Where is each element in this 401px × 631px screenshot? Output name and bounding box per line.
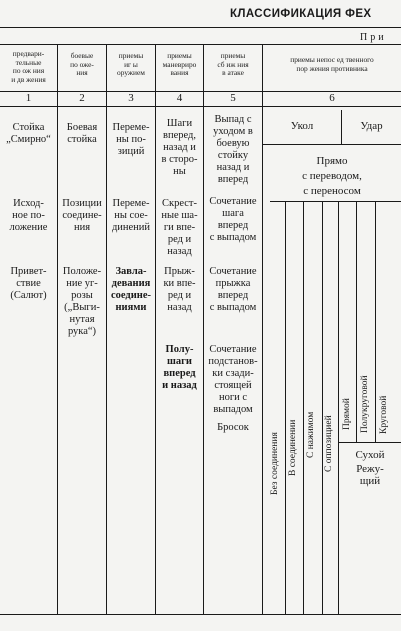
col2-cell: Боевая стойка [66, 122, 98, 145]
sub-divider [322, 201, 323, 614]
col3-cell: Переме- ны по- зиций [112, 122, 150, 157]
col2-cell: Позиции соедине- ния [62, 198, 102, 233]
header-col-2: боевые по оже- ния [70, 51, 94, 78]
column-number: 6 [329, 92, 335, 104]
vertical-label: Круговой [379, 395, 389, 434]
header-col-5: приемы сб иж ния в атаке [217, 51, 249, 78]
vertical-label: С нажимом [306, 411, 316, 458]
sub-divider [338, 201, 339, 614]
col1-cell: Привет- ствие (Салют) [10, 266, 47, 301]
number-row-rule [0, 106, 401, 107]
header-top-rule [0, 44, 401, 45]
column-number: 2 [79, 92, 85, 104]
col1-cell: Стойка „Смирно“ [6, 122, 51, 145]
ukol-label: Укол [290, 120, 314, 132]
page-title: КЛАССИФИКАЦИЯ ФЕХ [230, 8, 372, 20]
vertical-label: С оппозицией [324, 415, 334, 472]
col3-cell: Переме- ны сое- динений [111, 198, 151, 233]
udar-label: Удар [360, 120, 383, 132]
col4-cell: Прыж- ки впе- ред и назад [163, 266, 196, 313]
col4-cell: Скрест- ные ша- ги впе- ред и назад [161, 198, 198, 257]
col4-cell: Шаги вперед, назад и в сторо- ны [161, 118, 198, 177]
col5-cell: Сочетание шага вперед с выпадом [209, 196, 257, 243]
pryamo-rule [270, 201, 401, 202]
continuation-label: При [360, 32, 387, 43]
col4-cell: Полу- шаги вперед и назад [162, 344, 197, 391]
sub-divider [356, 201, 357, 442]
col5-cell: Бросок [217, 422, 249, 433]
col5-cell: Сочетание подстанов- ки сзади- стоящей ноги с выпадом [208, 344, 258, 415]
header-col-1: предвари- тельные по ож ния и дв жения [11, 49, 46, 84]
vertical-label: В соединении [288, 419, 298, 476]
col3-cell: Завла- девания соедине- ниями [110, 266, 151, 313]
col2-cell: Положе- ние уг- розы („Выги- нутая рука“) [62, 266, 102, 337]
col1-cell: Исход- ное по- ложение [9, 198, 48, 233]
sub-bottom-rule [338, 442, 401, 443]
ukol-udar-divider [341, 110, 342, 144]
sub-divider [375, 201, 376, 442]
top-rule [0, 27, 401, 28]
vertical-label: Полукруговой [360, 375, 370, 433]
header-col-4: приемы маневриро вания [162, 51, 197, 78]
col5-cell: Выпад с уходом в боевую стойку назад и вперед [213, 114, 253, 185]
column-number: 3 [128, 92, 134, 104]
pryamo-cell: Прямо с переводом, с переносом [302, 155, 362, 197]
rezhushchiy-label: Режу- щий [356, 463, 384, 487]
ukol-udar-rule [263, 144, 401, 145]
vertical-label: Без соединения [270, 432, 280, 495]
bottom-rule [0, 614, 401, 615]
column-number: 5 [230, 92, 236, 104]
column-number: 1 [25, 92, 32, 104]
sub-divider [285, 201, 286, 614]
sub-divider [303, 201, 304, 614]
col5-cell: Сочетание прыжка вперед с выпадом [209, 266, 257, 313]
header-col-3: приемы иг ы оружием [117, 51, 145, 78]
sukhoy-label: Сухой [355, 449, 385, 461]
column-number: 4 [176, 92, 183, 104]
vertical-label: Прямой [342, 398, 352, 430]
header-col-6: приемы непос ед твенного пор жения противника [290, 55, 374, 73]
